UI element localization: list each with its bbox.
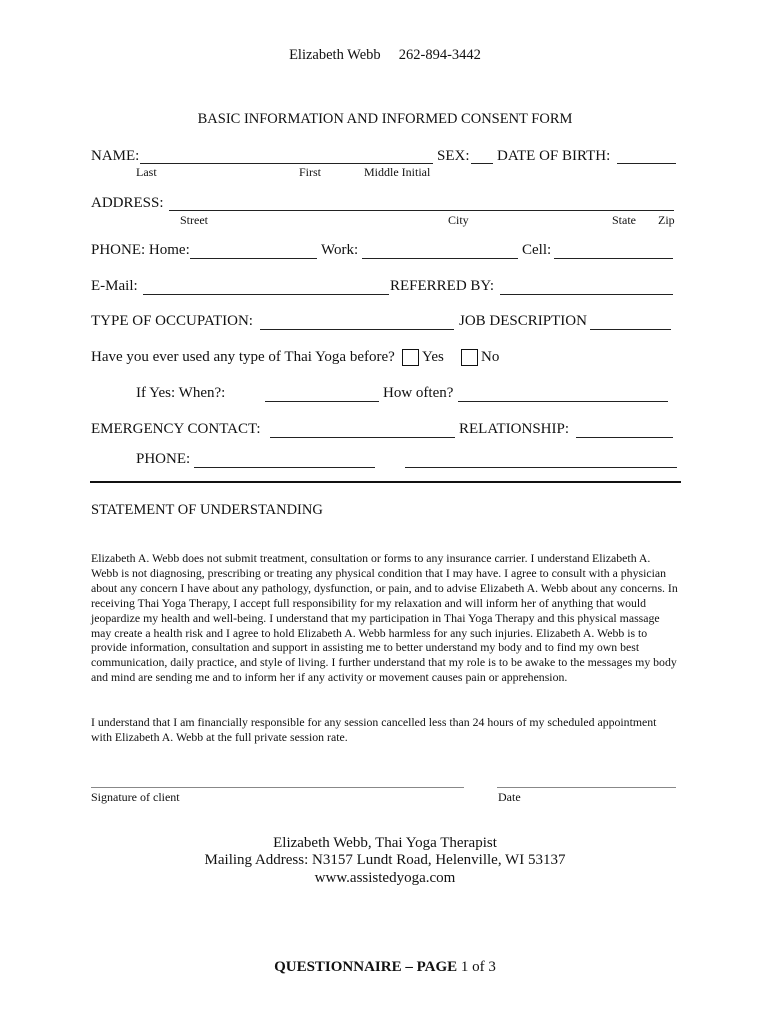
emergency-phone-field[interactable]	[194, 467, 375, 468]
address-sub-street: Street	[180, 213, 208, 227]
when-label: If Yes: When?:	[136, 385, 226, 401]
statement-paragraph-1: Elizabeth A. Webb does not submit treatment, consultation or forms to any insurance carrier. I understand Elizabeth A. Webb is not diagnosing, prescribing or treating any physical condition that I may have. I agree to consult with a physician about any concern I have about any pathology, dysfunction, or pain, and to advise Elizabeth A. Webb about any concerns. In receiving Thai Yoga Therapy, I accept full responsibility for my relaxation and will inform her of anything that would jeopardize my health and well-being. I understand that my participation in Thai Yoga Therapy and this physical massage may create a health risk and I agree to hold Elizabeth A. Webb harmless for any such injuries. Elizabeth A. Webb is to provide information, consultation and support in assisting me to better understand my body and to find my own best communication, daily practice, and style of living. I further understand that my role is to be awake to the messages my body and mind are sending me and to inform her if any activity or movement causes pain or apprehension.	[91, 551, 678, 685]
emergency-contact-label: EMERGENCY CONTACT:	[91, 421, 261, 437]
name-field[interactable]	[140, 163, 433, 164]
occupation-field[interactable]	[260, 329, 454, 330]
address-label: ADDRESS:	[91, 195, 164, 211]
no-label: No	[481, 349, 500, 365]
emergency-contact-field[interactable]	[270, 437, 455, 438]
name-label: NAME:	[91, 148, 140, 164]
footer-website: www.assistedyoga.com	[314, 870, 456, 886]
phone-home-field[interactable]	[190, 258, 317, 259]
email-label: E-Mail:	[91, 278, 138, 294]
form-title: BASIC INFORMATION AND INFORMED CONSENT FORM	[197, 111, 573, 127]
address-sub-state: State	[612, 213, 636, 227]
name-sub-first: First	[299, 165, 322, 179]
address-sub-city: City	[448, 213, 469, 227]
how-often-field[interactable]	[458, 401, 668, 402]
when-field[interactable]	[265, 401, 379, 402]
emergency-phone-field-2[interactable]	[405, 467, 677, 468]
work-label: Work:	[321, 242, 359, 258]
footer-address: Mailing Address: N3157 Lundt Road, Helenville, WI 53137	[204, 852, 566, 868]
job-description-label: JOB DESCRIPTION	[459, 313, 587, 329]
name-sub-last: Last	[136, 165, 157, 179]
dob-label: DATE OF BIRTH:	[497, 148, 611, 164]
signature-label: Signature of client	[91, 790, 180, 804]
sex-label: SEX:	[437, 148, 470, 164]
cell-label: Cell:	[522, 242, 552, 258]
section-divider	[90, 481, 681, 483]
yes-checkbox[interactable]	[402, 349, 419, 366]
statement-paragraph-2: I understand that I am financially responsible for any session cancelled less than 24 hours of my scheduled appointment with Elizabeth A. Webb at the full private session rate.	[91, 715, 657, 744]
page-number: 1 of 3	[460, 959, 496, 975]
statement-heading: STATEMENT OF UNDERSTANDING	[91, 502, 323, 518]
phone-cell-field[interactable]	[554, 258, 673, 259]
header-contact: Elizabeth Webb 262-894-3442	[289, 47, 481, 63]
referred-label: REFERRED BY:	[390, 278, 495, 294]
dob-field[interactable]	[617, 163, 676, 164]
occupation-label: TYPE OF OCCUPATION:	[91, 313, 253, 329]
no-checkbox[interactable]	[461, 349, 478, 366]
relationship-label: RELATIONSHIP:	[459, 421, 570, 437]
how-often-label: How often?	[383, 385, 454, 401]
phone-work-field[interactable]	[362, 258, 518, 259]
relationship-field[interactable]	[576, 437, 673, 438]
job-description-field[interactable]	[590, 329, 671, 330]
email-field[interactable]	[143, 294, 389, 295]
page-label: QUESTIONNAIRE – PAGE	[274, 959, 458, 975]
date-line[interactable]	[497, 787, 676, 788]
name-sub-middle: Middle Initial	[364, 165, 431, 179]
thai-yoga-question: Have you ever used any type of Thai Yoga before?	[91, 349, 395, 365]
referred-field[interactable]	[500, 294, 673, 295]
phone-home-label: PHONE: Home:	[91, 242, 190, 258]
date-label: Date	[498, 790, 521, 804]
emergency-phone-label: PHONE:	[136, 451, 191, 467]
address-field[interactable]	[169, 210, 674, 211]
signature-line[interactable]	[91, 787, 464, 788]
sex-field[interactable]	[471, 163, 493, 164]
address-sub-zip: Zip	[658, 213, 675, 227]
footer-name: Elizabeth Webb, Thai Yoga Therapist	[273, 835, 497, 851]
yes-label: Yes	[422, 349, 444, 365]
page-footer	[0, 959, 770, 976]
